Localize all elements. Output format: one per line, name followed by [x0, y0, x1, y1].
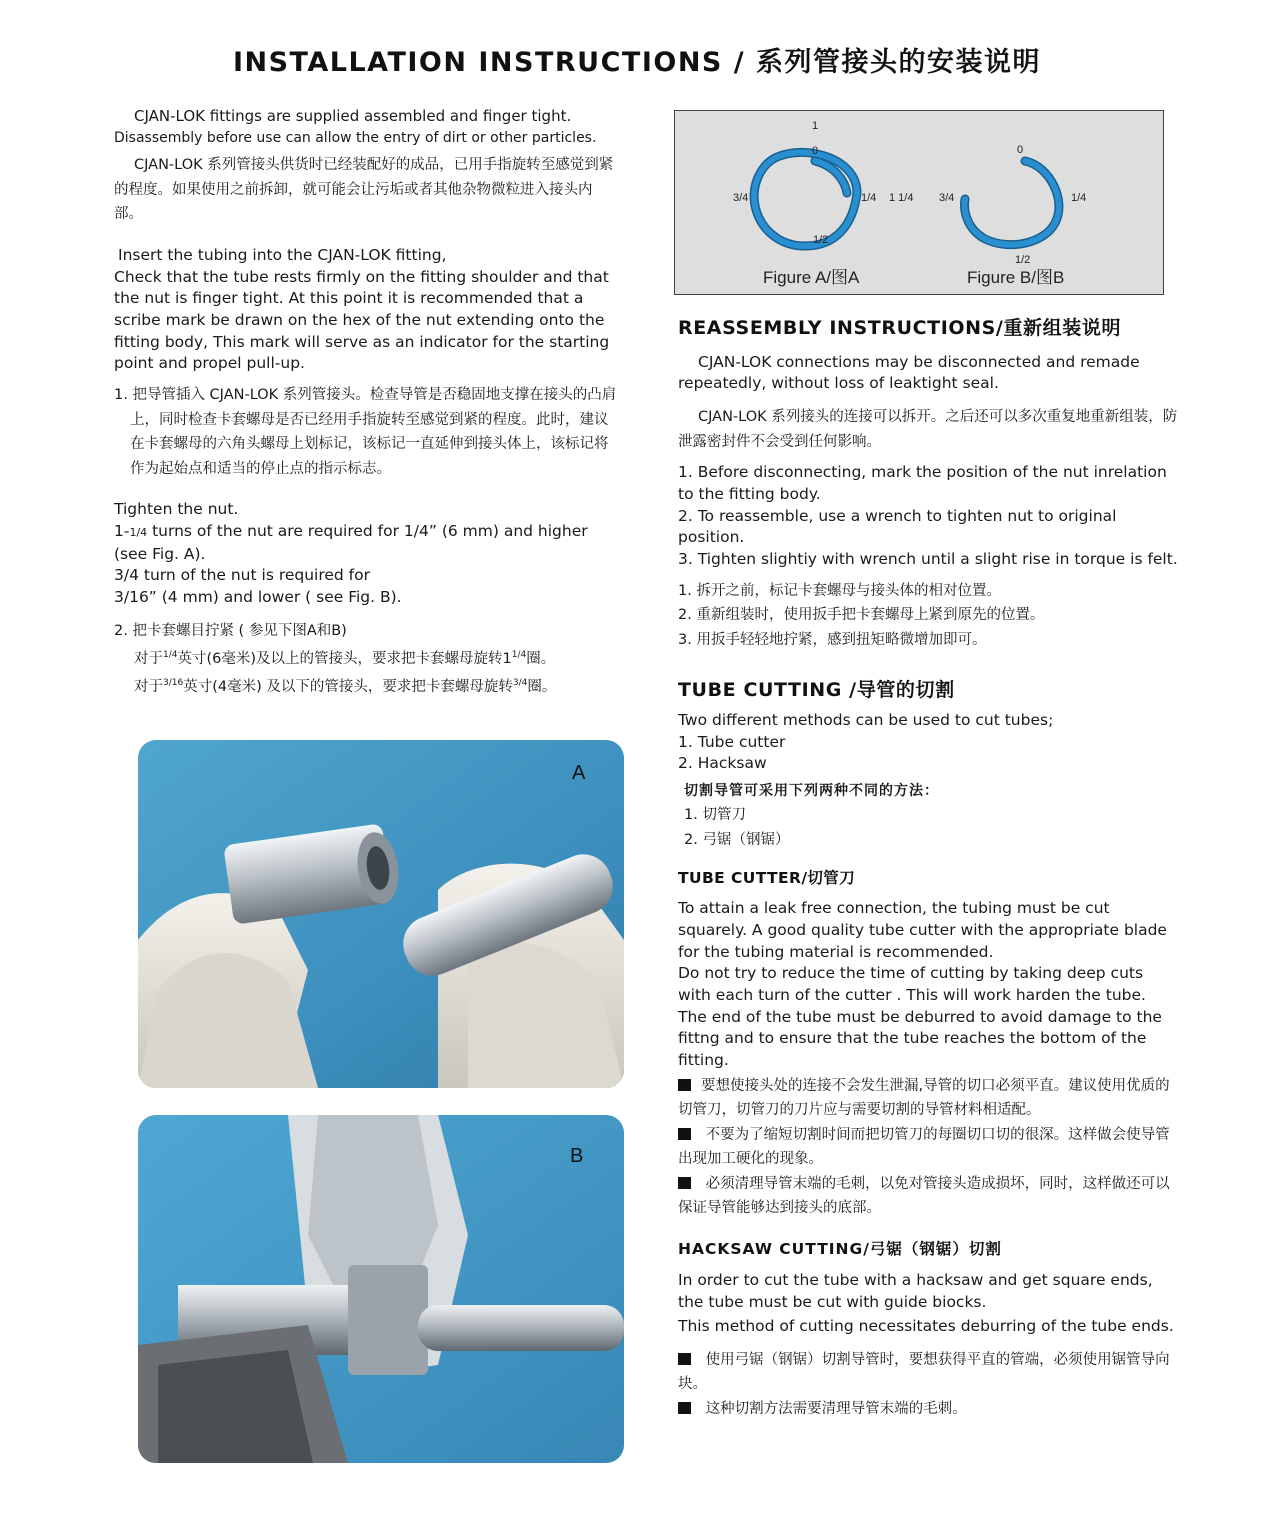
cutting-line-en: 2. Hacksaw — [678, 754, 767, 773]
figure-b-arc-inner — [965, 161, 1059, 245]
fig-a-caption: Figure A/图A — [763, 268, 860, 287]
cutting-title: TUBE CUTTING /导管的切割 — [678, 679, 955, 702]
photo-b-wrench-on-fitting — [138, 1115, 624, 1463]
right-column — [678, 318, 1178, 1421]
step2-b-mid: 英寸(4毫米) 及以下的管接头，要求把卡套螺母旋转 — [183, 679, 513, 696]
hacksaw-en-1: In order to cut the tube with a hacksaw and get square ends, the tube must be cut with guide biocks. — [678, 1271, 1153, 1312]
figure-box — [674, 110, 1164, 295]
step2-b-pre: 对于 — [134, 679, 163, 696]
square-bullet-icon — [678, 1079, 691, 1091]
fig-a-label-1: 1 — [812, 120, 819, 132]
reassembly-en: CJAN-LOK connections may be disconnected and remade repeatedly, without loss of leaktight seal. — [678, 352, 1140, 393]
reassembly-title: REASSEMBLY INSTRUCTIONS/重新组装说明 — [678, 317, 1122, 339]
photo-a-illustration — [138, 740, 624, 1088]
square-bullet-icon — [678, 1353, 691, 1365]
insert-line: Insert the tubing into the CJAN-LOK fitting, — [118, 245, 447, 264]
cutter-cn-text: 不要为了缩短切割时间而把切管刀的每圈切口切的很深。这样做会使导管出现加工硬化的现象。 — [678, 1126, 1170, 1168]
page-title: INSTALLATION INSTRUCTIONS / 系列管接头的安装说明 — [232, 47, 1042, 78]
fig-b-label-0: 0 — [1017, 144, 1024, 156]
hacksaw-title: HACKSAW CUTTING/弓锯（钢锯）切割 — [678, 1239, 1002, 1258]
cutter-cn-text: 要想使接头处的连接不会发生泄漏,导管的切口必须平直。建议使用优质的切管刀，切管刀的刀片应与需要切割的导管材料相适配。 — [678, 1077, 1170, 1119]
fig-a-label-14: 1/4 — [861, 192, 877, 204]
intro-en-line-1: CJAN-LOK fittings are supplied assembled and finger tight. — [134, 107, 572, 125]
reassembly-step-cn: 2. 重新组装时，使用扳手把卡套螺母上紧到原先的位置。 — [678, 607, 1045, 624]
cutter-cn-3 — [678, 1172, 1178, 1221]
step2-a-frac: 1/4 — [163, 650, 178, 661]
photo-a-label: A — [572, 762, 586, 784]
photo-a-fitting-by-hand — [138, 740, 624, 1088]
cutter-en-1: To attain a leak free connection, the tubing must be cut squarely. A good quality tube cutter with the appropriate blade for the tubing material is recommended. — [678, 899, 1167, 961]
cutter-title: TUBE CUTTER/切管刀 — [678, 869, 856, 888]
square-bullet-icon — [678, 1402, 691, 1414]
step2-b-frac: 3/16 — [163, 678, 184, 689]
cutting-methods-en — [678, 710, 1178, 775]
figure-diagram — [675, 111, 1163, 294]
fig-a-label-34: 3/4 — [733, 192, 749, 204]
step1-cn: 1. 把导管插入 CJAN-LOK 系列管接头。检查导管是否稳固地支撑在接头的凸肩上，同时检查卡套螺母是否已经用手指旋转至感觉到紧的程度。此时，建议在卡套螺母的六角头螺母上划标记，该标记一直延伸到接头体上，该标记将作为起始点和适当的停止点的指示标志。 — [114, 387, 617, 477]
reassembly-step-en: 1. Before disconnecting, mark the position of the nut inrelation to the fitting body. — [678, 463, 1167, 503]
fig-b-label-34: 3/4 — [939, 192, 955, 204]
step2-a-frac2: 1/4 — [511, 650, 527, 661]
cutter-cn-text: 必须清理导管末端的毛刺，以免对管接头造成损坏，同时，这样做还可以保证导管能够达到接头的底部。 — [678, 1175, 1170, 1217]
turns-prefix: 1- — [114, 521, 130, 540]
reassembly-steps-cn — [678, 579, 1178, 653]
fig-a-label-114: 1 1/4 — [889, 192, 914, 204]
step2-line-b — [114, 671, 619, 699]
turns-fraction: 1/4 — [129, 525, 148, 539]
intro-cn: CJAN-LOK 系列管接头供货时已经装配好的成品，已用手指旋转至感觉到紧的程度。如果使用之前拆卸，就可能会让污垢或者其他杂物微粒进入接头内部。 — [114, 157, 614, 223]
cutter-cn-1 — [678, 1074, 1178, 1123]
cutting-cn-line: 2. 弓锯（钢锯） — [684, 831, 790, 848]
fig-a-label-12: 1/2 — [813, 234, 829, 246]
reassembly-step-cn: 1. 拆开之前，标记卡套螺母与接头体的相对位置。 — [678, 582, 1001, 599]
cutter-cn-2 — [678, 1123, 1178, 1172]
reassembly-steps-en — [678, 462, 1178, 571]
tighten-heading: Tighten the nut. — [114, 500, 239, 519]
turns-line — [114, 521, 619, 565]
square-bullet-icon — [678, 1177, 691, 1189]
step2-title: 2. 把卡套螺目拧紧 ( 参见下图A和B) — [114, 622, 347, 639]
reassembly-cn: CJAN-LOK 系列接头的连接可以拆开。之后还可以多次重复地重新组装，防泄露密封件不会受到任何影响。 — [678, 409, 1178, 450]
fig-a-label-0: 0 — [812, 145, 819, 157]
turn34-line-a: 3/4 turn of the nut is required for — [114, 566, 370, 585]
step2-b-end: 圈。 — [527, 679, 557, 696]
fig-b-label-14: 1/4 — [1071, 192, 1087, 204]
hacksaw-cn-text: 这种切割方法需要清理导管末端的毛刺。 — [701, 1400, 967, 1417]
fig-b-label-12: 1/2 — [1015, 254, 1031, 266]
step2-a-pre: 对于 — [134, 650, 163, 667]
cutting-line-en: 1. Tube cutter — [678, 732, 786, 751]
step2-b-frac2: 3/4 — [512, 678, 528, 689]
hacksaw-cn-text: 使用弓锯（钢锯）切割导管时，要想获得平直的管端，必须使用锯管导向块。 — [678, 1351, 1170, 1393]
hacksaw-en-2: This method of cutting necessitates deburring of the tube ends. — [678, 1316, 1174, 1335]
step2-line-a — [114, 643, 619, 671]
step2-a-mid: 英寸(6毫米)及以上的管接头，要求把卡套螺母旋转1 — [177, 650, 512, 667]
reassembly-step-en: 2. To reassemble, use a wrench to tighten nut to original position. — [678, 506, 1117, 547]
hacksaw-cn-1 — [678, 1348, 1178, 1397]
turns-rest: turns of the nut are required for 1/4” (6 mm) and higher (see Fig. A). — [114, 521, 588, 563]
reassembly-step-cn: 3. 用扳手轻轻地拧紧，感到扭矩略微增加即可。 — [678, 631, 987, 648]
step2-a-end: 圈。 — [526, 650, 556, 667]
intro-en-line-2: Disassembly before use can allow the entry of dirt or other particles. — [114, 129, 597, 146]
cutting-line-en: Two different methods can be used to cut tubes; — [678, 710, 1054, 729]
square-bullet-icon — [678, 1128, 691, 1140]
cutter-en-2: Do not try to reduce the time of cutting by taking deep cuts with each turn of the cutter . This will work harden the tube. The end of the tube must be deburred to avoid damage to the fittng and to ensure that the tube reaches the bottom of the fitting. — [678, 964, 1162, 1070]
cutting-cn-title: 切割导管可采用下列两种不同的方法： — [684, 782, 939, 799]
reassembly-step-en: 3. Tighten slightiy with wrench until a slight rise in torque is felt. — [678, 549, 1178, 568]
photo-b-illustration — [138, 1115, 624, 1463]
cutting-cn-line: 1. 切管刀 — [684, 807, 746, 824]
left-column — [114, 104, 619, 700]
photo-b-label: B — [570, 1145, 584, 1167]
insert-body: Check that the tube rests firmly on the fitting shoulder and that the nut is finger tight. At this point it is recommended that a scribe mark be drawn on the hex of the nut extending onto the fitting body, This mark will serve as an indicator for the starting point and propel pull-up. — [114, 267, 610, 373]
turn34-line-b: 3/16” (4 mm) and lower ( see Fig. B). — [114, 587, 402, 606]
fig-b-caption: Figure B/图B — [967, 268, 1065, 287]
hacksaw-cn-2 — [678, 1397, 1178, 1422]
